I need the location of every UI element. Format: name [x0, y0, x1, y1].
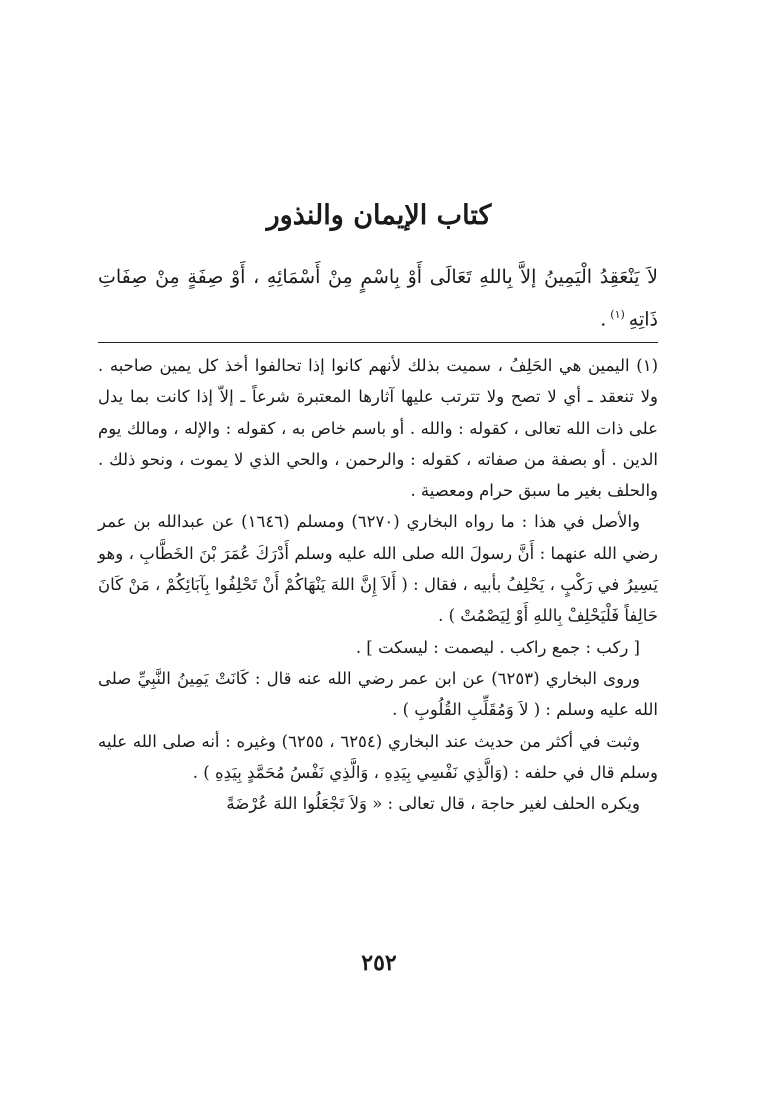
footnote-paragraph: والأصل في هذا : ما رواه البخاري (٦٢٧٠) ومسلم (١٦٤٦) عن عبدالله بن عمر رضي الله عنهما : أَنَّ رسولَ الله صلى الله عليه وسلم أَدْرَكَ عُمَرَ بْنَ الخَطَّابِ ، وهو يَسِيرُ في رَكْبٍ ، يَحْلِفُ بأبيه ، فقال : ( أَلاَ إِنَّ اللهَ يَنْهَاكُمْ أَنْ تَحْلِفُوا بِآبَائِكُمْ ، مَنْ كَانَ حَالِفاً فَلْيَحْلِفْ بِاللهِ أَوْ لِيَصْمُتْ ) .: [98, 512, 658, 626]
main-text: [98, 258, 658, 338]
page-number: ٢٥٢: [361, 950, 397, 976]
main-text-end: .: [600, 308, 607, 331]
footnote-paragraph: [ ركب : جمع راكب . ليصمت : ليسكت ] .: [355, 637, 640, 657]
footnotes: [98, 350, 658, 819]
footnote-marker: (١): [610, 308, 625, 321]
footnote-paragraph: وثبت في أكثر من حديث عند البخاري (٦٢٥٤ ، ٦٢٥٥) وغيره : أنه صلى الله عليه وسلم قال في حلفه : (وَالَّذِي نَفْسِي بِيَدِهِ ، وَالَّذِي نَفْسُ مُحَمَّدٍ بِيَدِهِ ) .: [98, 731, 658, 782]
footnote-paragraph: (١) اليمين هي الحَلِفُ ، سميت بذلك لأنهم كانوا إذا تحالفوا أخذ كل يمين صاحبه . ولا تنعقد ـ أي لا تصح ولا تترتب عليها آثارها المعتبرة شرعاً ـ إلاّ إذا كانت بما يدل على ذات الله تعالى ، كقوله : والله . أو باسم خاص به ، كقوله : والإله ، ومالك يوم الدين . أو بصفة من صفاته ، كقوله : والرحمن ، والحي الذي لا يموت ، ونحو ذلك . والحلف بغير ما سبق حرام ومعصية .: [98, 356, 658, 501]
footnote-divider: [98, 342, 658, 343]
footnote-paragraph: ويكره الحلف لغير حاجة ، قال تعالى : « وَلاَ تَجْعَلُوا اللهَ عُرْضَةً: [226, 794, 640, 814]
main-text-body: لاَ يَنْعَقِدُ الْيَمِينُ إلاَّ بِاللهِ تَعَالَى أَوْ بِاسْمٍ مِنْ أَسْمَائِهِ ، أَوْ صِفَةٍ مِنْ صِفَاتِ ذَاتِهِ: [98, 266, 658, 331]
chapter-title: كتاب الإيمان والنذور: [266, 200, 492, 231]
footnote-paragraph: وروى البخاري (٦٢٥٣) عن ابن عمر رضي الله عنه قال : كَانَتْ يَمِينُ النَّبِيِّ صلى الله عليه وسلم : ( لاَ وَمُقَلِّبِ القُلُوبِ ) .: [98, 668, 658, 720]
